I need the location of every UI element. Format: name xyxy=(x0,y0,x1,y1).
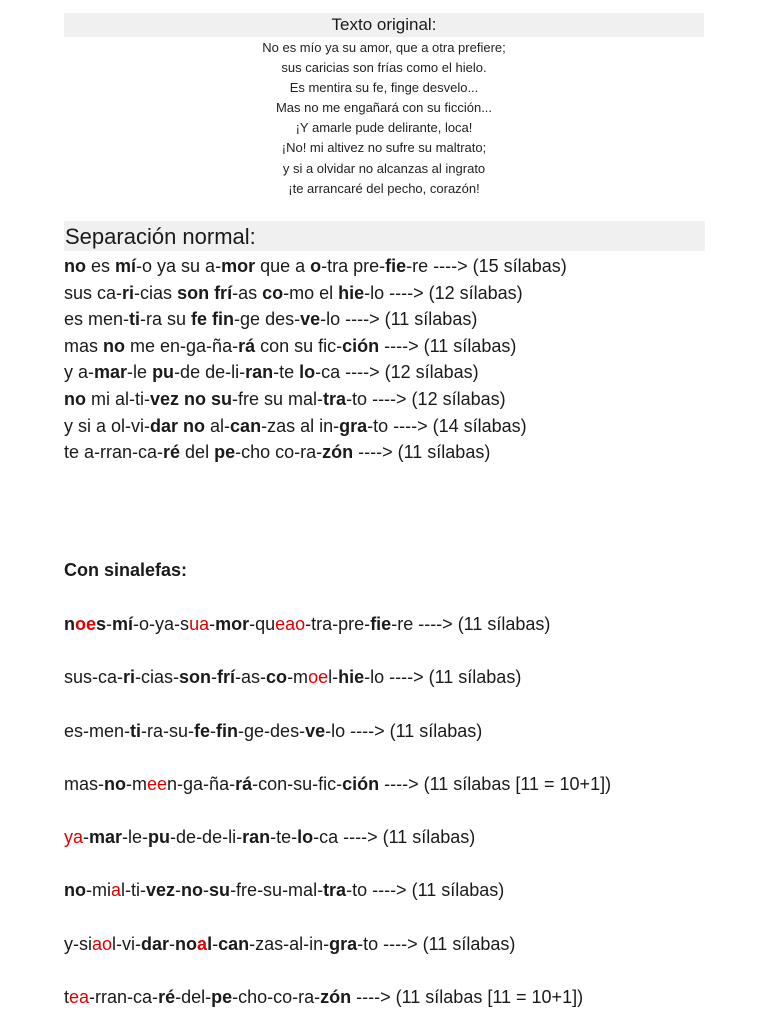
sinalefa-line: tea-rran-ca-ré-del-pe-cho-co-ra-zón ----> (11 sílabas [11 = 10+1]) xyxy=(64,987,584,1007)
syllable-line: mas no me en-ga-ña-rá con su fic-ción ----> (11 sílabas) xyxy=(64,335,517,356)
poem-line: Mas no me engañará con su ficción... xyxy=(275,100,493,116)
poem-line: No es mío ya su amor, que a otra prefiere; xyxy=(262,40,506,55)
normal-separation-lines xyxy=(64,253,764,466)
sinalefa-line: es-men-ti-ra-su-fe-fin-ge-des-ve-lo ----> (11 sílabas) xyxy=(64,721,483,741)
sinalefa-line: no-mial-ti-vez-no-su-fre-su-mal-tra-to ----> (11 sílabas) xyxy=(64,880,505,900)
sinalefa-line: mas-no-meen-ga-ña-rá-con-su-fic-ción ----> (11 sílabas [11 = 10+1]) xyxy=(64,774,612,794)
syllable-line: te a-rran-ca-ré del pe-cho co-ra-zón ----> (11 sílabas) xyxy=(64,442,491,463)
poem-line: sus caricias son frías como el hielo. xyxy=(281,60,487,76)
syllable-line: no es mí-o ya su a-mor que a o-tra pre-fie-re ----> (15 sílabas) xyxy=(64,256,567,276)
syllable-line: y a-mar-le pu-de de-li-ran-te lo-ca ----> (12 sílabas) xyxy=(64,362,479,383)
poem-line: ¡Y amarle pude delirante, loca! xyxy=(295,120,473,136)
sinalefa-line: sus-ca-ri-cias-son-frí-as-co-moel-hie-lo ----> (11 sílabas) xyxy=(64,667,522,687)
original-text-header xyxy=(64,13,704,37)
sinalefa-line: ya-mar-le-pu-de-de-li-ran-te-lo-ca ----> (11 sílabas) xyxy=(64,827,476,847)
sinalefa-line: noes-mí-o-ya-sua-mor-queao-tra-pre-fie-re ----> (11 sílabas) xyxy=(64,614,551,634)
poem-line: ¡No! mi altivez no sufre su maltrato; xyxy=(281,140,487,156)
normal-separation-title: Separación normal: xyxy=(65,224,256,249)
poem-line: ¡te arrancaré del pecho, corazón! xyxy=(288,180,480,196)
syllable-line: no mi al-ti-vez no su-fre su mal-tra-to ----> (12 sílabas) xyxy=(64,388,506,409)
sinalefas-title: Con sinalefas: xyxy=(64,560,188,580)
sinalefa-line: y-siaol-vi-dar-noal-can-zas-al-in-gra-to ----> (11 sílabas) xyxy=(64,934,516,954)
poem-line: Es mentira su fe, finge desvelo... xyxy=(289,80,479,96)
original-text-title: Texto original: xyxy=(331,15,437,34)
original-poem xyxy=(64,38,704,199)
normal-separation-header xyxy=(64,221,705,251)
syllable-line: sus ca-ri-cias son frí-as co-mo el hie-lo ----> (12 sílabas) xyxy=(64,282,523,303)
syllable-line: y si a ol-vi-dar no al-can-zas al in-gra-to ----> (14 sílabas) xyxy=(64,415,527,436)
poem-line: y si a olvidar no alcanzas al ingrato xyxy=(282,160,486,176)
syllable-line: es men-ti-ra su fe fin-ge des-ve-lo ----> (11 sílabas) xyxy=(64,309,478,330)
